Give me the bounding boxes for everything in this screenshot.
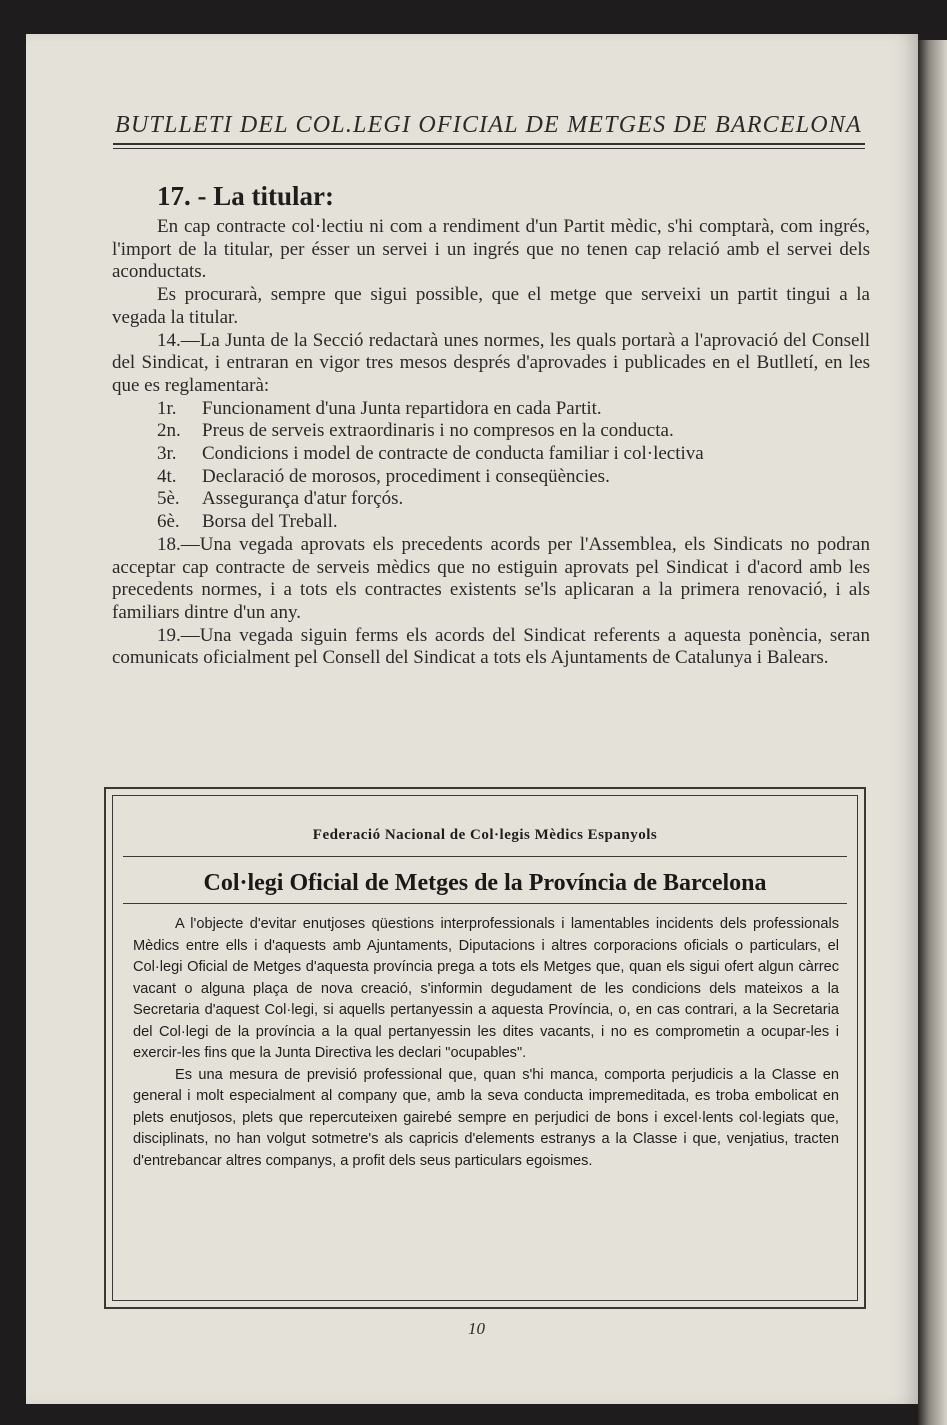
header-rule-thin <box>113 148 865 149</box>
list-item-text: Condicions i model de contracte de conducta familiar i col·lectiva <box>202 443 704 465</box>
header-rule <box>113 143 865 145</box>
page-number: 10 <box>468 1319 485 1338</box>
notice-box-inner <box>112 795 858 1301</box>
running-header: BUTLLETI DEL COL.LEGI OFICIAL DE METGES DE BARCELONA <box>115 112 862 138</box>
paragraph: 14.—La Junta de la Secció redactarà unes normes, les quals portarà a l'aprovació del Consell del Sindicat, i entraran en vigor tres mesos després d'aprovades i publicades en el Butlletí, en les que es reglamentarà: <box>112 329 870 396</box>
federation-rule <box>123 856 847 857</box>
body-text <box>112 216 870 670</box>
list-item <box>112 443 870 466</box>
paragraph: 18.—Una vegada aprovats els precedents acords per l'Assemblea, els Sindicats no podran acceptar cap contracte de serveis mèdics que no estiguin aprovats pel Sindicat i d'acord amb les precedents normes, i a tots els contractes existents se'ls aplicaran a la primera renovació, i als familiars dintre d'un any. <box>112 533 870 623</box>
notice-paragraph: A l'objecte d'evitar enutjoses qüestions interprofessionals i lamentables incidents dels professionals Mèdics entre ells i d'aquests amb Ajuntaments, Diputacions i altres corporacions oficials o particulars, el Col·legi Oficial de Metges d'aquesta província prega a tots els Metges que, quan els sigui ofert algun càrrec vacant o alguna plaça de nova creació, s'informin degudament de les condicions dels mateixos a la Secretaria d'aquest Col·legi, si aquells pertanyessin a aquesta Província, o, en cas contrari, a la Secretaria del Col·legi de la província a la qual pertanyessin les dites vacants, i no es comprometin a ocupar-les i exercir-les fins que la Junta Directiva les declari "ocupables". <box>133 916 839 1061</box>
college-title: Col·legi Oficial de Metges de la Província de Barcelona <box>203 870 767 896</box>
federation-title: Federació Nacional de Col·legis Mèdics Espanyols <box>312 827 658 843</box>
notice-paragraph: Es una mesura de previsió professional que, quan s'hi manca, comporta perjudicis a la Classe en general i molt especialment al company que, amb la seva conducta impremeditada, es troba embolicat en plets enutjosos, plets que repercuteixen gairebé sempre en perjudici de bons i excel·lents col·legiats que, disciplinats, no han volgut sotmetre's als capricis d'elements estranys a la Classe i que, venjatius, tracten d'entrebancar altres companys, a profit dels seus particulars egoismes. <box>133 1066 839 1169</box>
notice-box <box>104 787 866 1309</box>
paragraph: 19.—Una vegada siguin ferms els acords del Sindicat referents a aquesta ponència, seran comunicats oficialment pel Consell del Sindicat a tots els Ajuntaments de Catalunya i Balears. <box>112 624 870 669</box>
list-item-number: 6è. <box>157 511 180 533</box>
list-item-text: Funcionament d'una Junta repartidora en cada Partit. <box>202 397 602 419</box>
list-item <box>112 488 870 511</box>
section-title: 17. - La titular: <box>157 181 334 211</box>
list-item-number: 4t. <box>157 465 177 487</box>
list-item <box>112 398 870 421</box>
list-item-number: 5è. <box>157 488 180 510</box>
list-item-number: 2n. <box>157 420 181 442</box>
college-rule <box>123 903 847 904</box>
list-item-number: 3r. <box>157 443 177 465</box>
notice-text <box>133 914 839 1172</box>
list-item-number: 1r. <box>157 397 177 419</box>
list-item-text: Assegurança d'atur forçós. <box>202 488 404 510</box>
list-item <box>112 466 870 489</box>
list-item-text: Preus de serveis extraordinaris i no compresos en la conducta. <box>202 420 674 442</box>
paragraph: Es procurarà, sempre que sigui possible, que el metge que serveixi un partit tingui a la vegada la titular. <box>112 284 870 328</box>
list-item <box>112 420 870 443</box>
list-item-text: Borsa del Treball. <box>202 511 338 533</box>
list-item <box>112 511 870 534</box>
paragraph: En cap contracte col·lectiu ni com a rendiment d'un Partit mèdic, s'hi comptarà, com ingrés, l'import de la titular, per ésser un servei i un ingrés que no tenen cap relació amb el servei dels aconductats. <box>112 216 870 283</box>
next-page-edge <box>918 40 947 1425</box>
list-item-text: Declaració de morosos, procediment i conseqüències. <box>202 465 610 487</box>
